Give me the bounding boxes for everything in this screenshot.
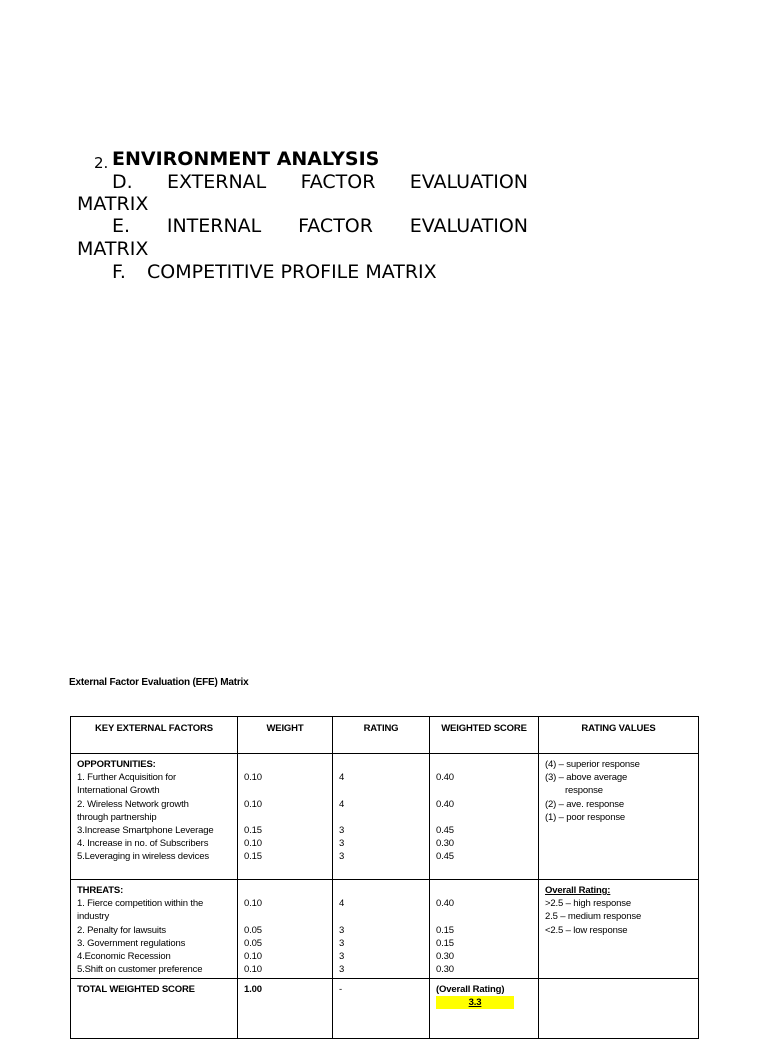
total-weight-cell xyxy=(238,979,333,1039)
score-value: 0.45 xyxy=(436,851,454,863)
rating-value-item: (2) – ave. response xyxy=(545,798,624,810)
weight-value: 0.15 xyxy=(244,851,262,863)
factor-line: 5.Shift on customer preference xyxy=(77,964,203,976)
overall-rating-caption: (Overall Rating) xyxy=(436,984,505,995)
weight-value: 0.10 xyxy=(244,898,262,910)
threats-factors xyxy=(71,880,238,979)
rating-value-item: response xyxy=(565,785,603,797)
threats-label: THREATS: xyxy=(77,885,124,896)
section-title: ENVIRONMENT ANALYSIS xyxy=(112,148,380,170)
weight-value: 0.10 xyxy=(244,838,262,850)
score-value: 0.40 xyxy=(436,798,454,810)
outline-item-continuation: MATRIX xyxy=(77,193,149,215)
section-number: 2. xyxy=(94,154,109,172)
factor-line: 3. Government regulations xyxy=(77,937,186,949)
overall-rating-value: 3.3 xyxy=(436,996,514,1009)
total-row xyxy=(71,979,699,1039)
rating-value: 3 xyxy=(339,964,345,976)
weight-value: 0.10 xyxy=(244,772,262,784)
header-rating-values: RATING VALUES xyxy=(539,717,699,754)
threats-scores xyxy=(430,880,539,979)
outline-item-word: FACTOR xyxy=(300,171,376,193)
factor-line: 1. Fierce competition within the xyxy=(77,898,204,910)
rating-value: 3 xyxy=(339,851,345,863)
factor-line: 3.Increase Smartphone Leverage xyxy=(77,825,214,837)
rating-value-item: (4) – superior response xyxy=(545,759,640,770)
threats-row xyxy=(71,880,699,979)
opportunities-weights xyxy=(238,754,333,880)
rating-value-item: (3) – above average xyxy=(545,772,628,784)
score-value: 0.30 xyxy=(436,951,454,963)
score-value: 0.30 xyxy=(436,838,454,850)
opportunities-factors xyxy=(71,754,238,880)
rating-values-legend xyxy=(539,754,699,880)
overall-rating-label: Overall Rating: xyxy=(545,885,611,896)
total-empty-cell xyxy=(539,979,699,1039)
outline-item-word: FACTOR xyxy=(298,215,373,237)
threats-weights xyxy=(238,880,333,979)
factor-line: International Growth xyxy=(77,785,160,797)
outline-item-word: EVALUATION xyxy=(409,171,528,193)
weight-value: 0.05 xyxy=(244,937,262,949)
rating-value: 4 xyxy=(339,772,345,784)
factor-line: 1. Further Acquisition for xyxy=(77,772,177,784)
opportunities-row xyxy=(71,754,699,880)
score-value: 0.40 xyxy=(436,898,454,910)
factor-line: 2. Penalty for lawsuits xyxy=(77,924,166,936)
factor-line: 4. Increase in no. of Subscribers xyxy=(77,838,209,850)
outline-item-letter: D. xyxy=(112,171,133,193)
header-key-factors: KEY EXTERNAL FACTORS xyxy=(71,717,238,754)
outline-item-word: EVALUATION xyxy=(409,215,528,237)
rating-value: 3 xyxy=(339,951,345,963)
overall-rating-item: <2.5 – low response xyxy=(545,924,628,936)
total-label-cell xyxy=(71,979,238,1039)
total-weight: 1.00 xyxy=(244,984,262,995)
score-value: 0.15 xyxy=(436,924,454,936)
threats-ratings xyxy=(333,880,430,979)
overall-rating-legend xyxy=(539,880,699,979)
outline-item-e xyxy=(112,215,528,238)
total-label: TOTAL WEIGHTED SCORE xyxy=(77,984,195,995)
opportunities-label: OPPORTUNITIES: xyxy=(77,759,156,770)
total-score-cell xyxy=(430,979,539,1039)
outline-item-text: COMPETITIVE PROFILE MATRIX xyxy=(147,261,437,283)
factor-line: 4.Economic Recession xyxy=(77,951,171,963)
header-weight: WEIGHT xyxy=(238,717,333,754)
overall-rating-item: >2.5 – high response xyxy=(545,898,631,910)
rating-value: 4 xyxy=(339,898,345,910)
outline-item-f xyxy=(112,261,437,284)
efe-matrix-title: External Factor Evaluation (EFE) Matrix xyxy=(69,677,249,688)
rating-value: 4 xyxy=(339,798,345,810)
score-value: 0.45 xyxy=(436,825,454,837)
score-value: 0.30 xyxy=(436,964,454,976)
factor-line: through partnership xyxy=(77,811,157,823)
table-header-row xyxy=(71,717,699,754)
score-value: 0.15 xyxy=(436,937,454,949)
weight-value: 0.10 xyxy=(244,964,262,976)
weight-value: 0.15 xyxy=(244,825,262,837)
factor-line: 2. Wireless Network growth xyxy=(77,798,189,810)
total-rating: - xyxy=(339,984,343,995)
rating-value: 3 xyxy=(339,937,345,949)
rating-value: 3 xyxy=(339,838,345,850)
weight-value: 0.05 xyxy=(244,924,262,936)
outline-item-word: INTERNAL xyxy=(166,215,262,237)
factor-line: 5.Leveraging in wireless devices xyxy=(77,851,209,863)
opportunities-ratings xyxy=(333,754,430,880)
rating-value: 3 xyxy=(339,825,345,837)
rating-value: 3 xyxy=(339,924,345,936)
total-rating-cell xyxy=(333,979,430,1039)
outline-item-word: EXTERNAL xyxy=(166,171,267,193)
outline-item-d xyxy=(112,171,528,194)
header-rating: RATING xyxy=(333,717,430,754)
header-weighted-score: WEIGHTED SCORE xyxy=(430,717,539,754)
opportunities-scores xyxy=(430,754,539,880)
outline-item-letter: F. xyxy=(112,261,126,283)
rating-value-item: (1) – poor response xyxy=(545,811,626,823)
efe-matrix-table xyxy=(70,716,699,1039)
outline-item-letter: E. xyxy=(112,215,131,237)
factor-line: industry xyxy=(77,911,110,923)
weight-value: 0.10 xyxy=(244,798,262,810)
weight-value: 0.10 xyxy=(244,951,262,963)
outline-item-continuation: MATRIX xyxy=(77,238,149,260)
score-value: 0.40 xyxy=(436,772,454,784)
overall-rating-item: 2.5 – medium response xyxy=(545,911,642,923)
